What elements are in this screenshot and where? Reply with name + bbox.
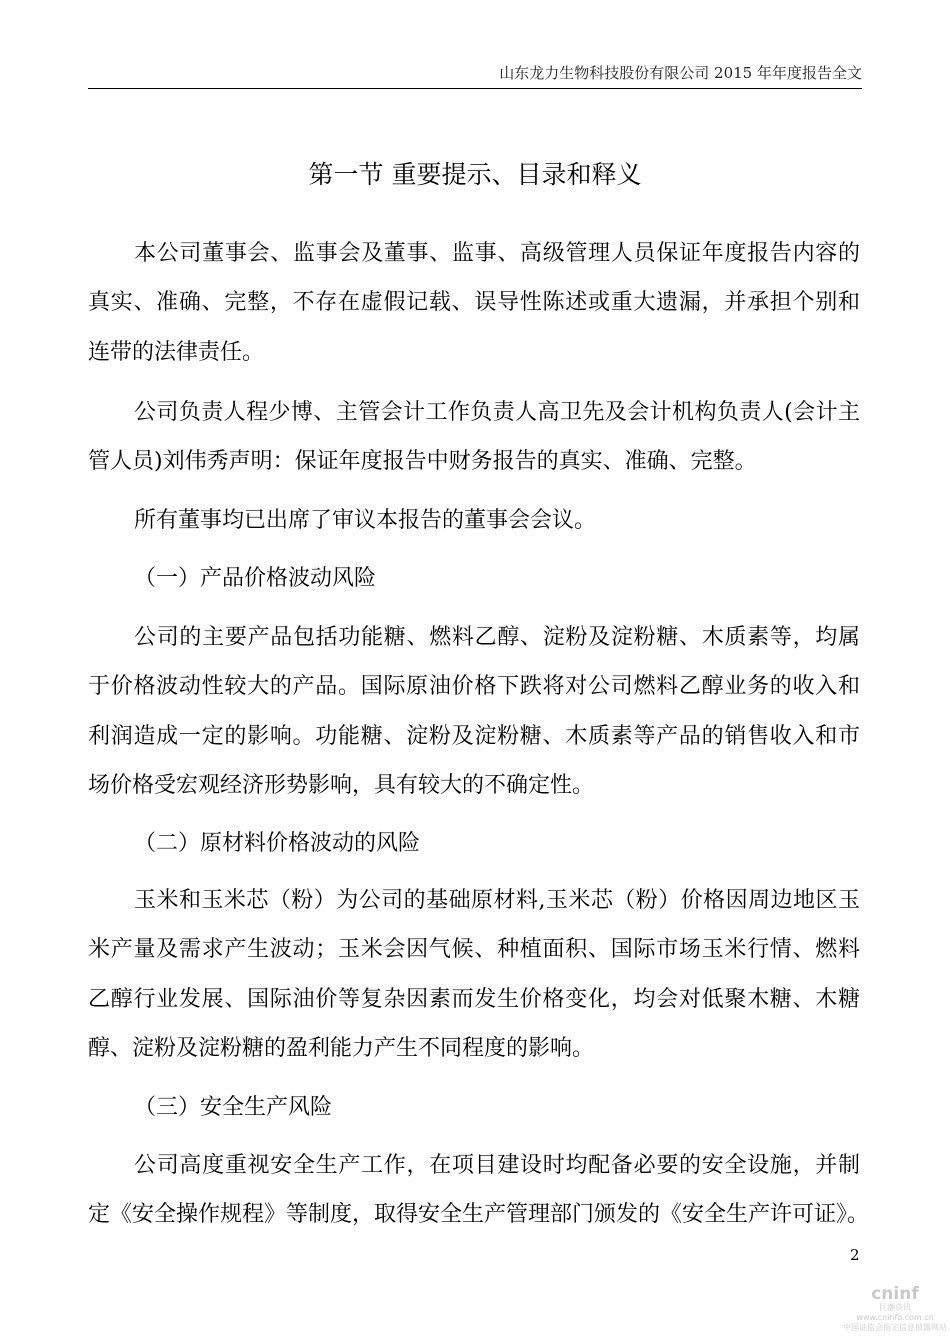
watermark-name: 巨潮资讯	[879, 1303, 911, 1312]
text-line: 真实、准确、完整，不存在虚假记载、误导性陈述或重大遗漏，并承担个别和	[88, 290, 860, 316]
paragraph	[88, 388, 860, 487]
paragraph	[88, 554, 860, 603]
section-title: 第一节 重要提示、目录和释义	[308, 160, 642, 189]
paragraph	[88, 613, 860, 810]
text-line: 乙醇行业发展、国际油价等复杂因素而发生价格变化，均会对低聚木糖、木糖	[88, 986, 860, 1012]
paragraph	[88, 876, 860, 1073]
text-line: 管人员)刘伟秀声明：保证年度报告中财务报告的真实、准确、完整。	[88, 449, 757, 475]
text-line: 所有董事均已出席了审议本报告的董事会会议。	[134, 508, 597, 533]
paragraph	[88, 1141, 870, 1240]
text-line: 米产量及需求产生波动；玉米会因气候、种植面积、国际市场玉米行情、燃料	[88, 937, 860, 963]
running-header: 山东龙力生物科技股份有限公司 2015 年年度报告全文	[499, 64, 862, 82]
paragraph	[88, 819, 860, 868]
text-line: 本公司董事会、监事会及董事、监事、高级管理人员保证年度报告内容的	[134, 241, 860, 266]
text-line: 连带的法律责任。	[88, 339, 265, 365]
page-number: 2	[850, 1246, 860, 1264]
text-line: （三）安全生产风险	[134, 1095, 333, 1120]
cninfo-watermark	[840, 1285, 950, 1333]
text-line: 公司高度重视安全生产工作，在项目建设时均配备必要的安全设施，并制	[134, 1153, 860, 1178]
text-line: 定《安全操作规程》等制度，取得安全生产管理部门颁发的《安全生产许可证》。	[88, 1202, 870, 1228]
text-line: 场价格受宏观经济形势影响，具有较大的不确定性。	[88, 772, 595, 798]
text-line: 醇、淀粉及淀粉糖的盈利能力产生不同程度的影响。	[88, 1035, 595, 1061]
watermark-tagline: 中国证监会指定信息披露网站	[843, 1323, 947, 1332]
watermark-url: www.cninfo.com.cn	[856, 1313, 934, 1322]
text-line: 于价格波动性较大的产品。国际原油价格下跌将对公司燃料乙醇业务的收入和	[88, 674, 860, 700]
watermark-logo: cninf	[871, 1284, 919, 1304]
text-line: （一）产品价格波动风险	[134, 566, 377, 591]
text-line: 公司的主要产品包括功能糖、燃料乙醇、淀粉及淀粉糖、木质素等，均属	[134, 625, 860, 650]
header-divider	[88, 88, 862, 89]
paragraph	[88, 496, 860, 545]
text-line: 公司负责人程少博、主管会计工作负责人高卫先及会计机构负责人(会计主	[134, 400, 860, 425]
text-line: 玉米和玉米芯（粉）为公司的基础原材料,玉米芯（粉）价格因周边地区玉	[134, 888, 860, 913]
text-line: 利润造成一定的影响。功能糖、淀粉及淀粉糖、木质素等产品的销售收入和市	[88, 723, 860, 749]
text-line: （二）原材料价格波动的风险	[134, 831, 421, 856]
paragraph	[88, 1083, 860, 1132]
paragraph	[88, 229, 860, 377]
